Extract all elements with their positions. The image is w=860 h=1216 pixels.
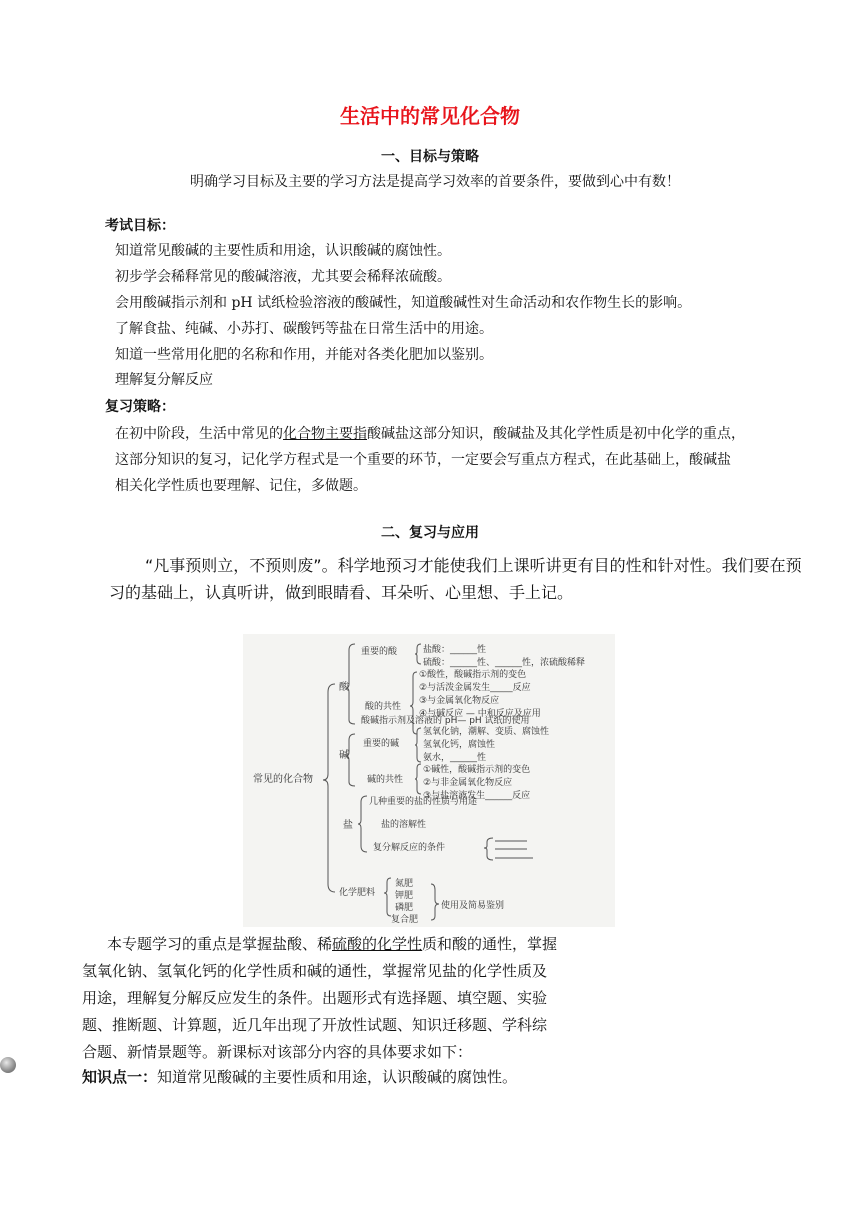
exam-goal-item: 会用酸碱指示剂和 pH 试纸检验溶液的酸碱性，知道酸碱性对生命活动和农作物生长的影响。 [115,295,692,311]
diagram-root: 常见的化合物 [253,774,313,785]
exam-goals-label: 考试目标： [105,218,175,234]
diagram-acid-c2: ②与活泼金属发生_____反应 [419,683,531,693]
diagram-base: 碱 [339,750,349,761]
diagram-acid-h2so4: 硫酸：______性、______性，浓硫酸稀释 [423,658,586,668]
knowledge-point-text: 知道常见酸碱的主要性质和用途，认识酸碱的腐蚀性。 [157,1068,518,1086]
diagram-acid: 酸 [339,682,349,693]
section2-heading: 二、复习与应用 [381,525,479,541]
concept-map-diagram [243,634,615,927]
quote-line: 习的基础上，认真听讲，做到眼睛看、耳朵听、心里想、手上记。 [109,583,574,602]
diagram-base-naoh: 氢氧化钠，潮解、变质、腐蚀性 [423,727,550,737]
diagram-salt-2: 盐的溶解性 [381,820,427,830]
section1-heading: 一、目标与策略 [381,149,479,165]
strategy-line: 相关化学性质也要理解、记住，多做题。 [115,478,367,494]
exam-goal-item: 初步学会稀释常见的酸碱溶液，尤其要会稀释浓硫酸。 [115,269,451,285]
diagram-acid-important: 重要的酸 [361,647,398,657]
strategy-line: 这部分知识的复习，记化学方程式是一个重要的环节，一定要会写重点方程式，在此基础上，酸碱盐 [115,452,731,468]
strategy-label: 复习策略： [105,399,175,415]
body-line: 题、推断题、计算题，近几年出现了开放性试题、知识迁移题、学科综 [82,1016,548,1034]
underlined-phrase: 化合物主要指 [283,426,367,442]
body-line: 氢氧化钠、氢氧化钙的化学性质和碱的通性，掌握常见盐的化学性质及 [82,962,548,980]
exam-goal-item: 知道常见酸碱的主要性质和用途，认识酸碱的腐蚀性。 [115,243,451,259]
underlined-phrase: 硫酸的化学性 [332,935,423,953]
diagram-salt-1: 几种重要的盐的性质与用途 [369,797,478,807]
body-line: 合题、新情景题等。新课标对该部分内容的具体要求如下： [82,1043,473,1061]
diagram-base-common: 碱的共性 [367,775,404,785]
bullet-circle-icon [0,1057,16,1073]
diagram-fert-n: 氮肥 [395,879,414,889]
body-line: 本专题学习的重点是掌握盐酸、稀硫酸的化学性质和酸的通性，掌握 [107,935,558,953]
diagram-acid-c4: ④与碱反应 — 中和反应及应用 [419,709,541,719]
knowledge-point [82,1064,517,1091]
diagram-base-caoh: 氢氧化钙，腐蚀性 [423,740,496,750]
quote-line: “凡事预则立，不预则废”。科学地预习才能使我们上课听讲更有目的性和针对性。我们要在预 [145,556,802,575]
knowledge-point-label: 知识点一： [82,1068,158,1086]
diagram-fert-c: 复合肥 [391,915,419,925]
diagram-fert-k: 钾肥 [395,891,414,901]
diagram-acid-hcl: 盐酸：______性 [423,645,487,655]
diagram-acid-c3: ③与金属氧化物反应 [419,696,500,706]
diagram-base-important: 重要的碱 [363,739,400,749]
diagram-acid-c1: ①酸性，酸碱指示剂的变色 [419,670,527,680]
exam-goal-item: 知道一些常用化肥的名称和作用，并能对各类化肥加以鉴别。 [115,347,493,363]
body-line: 用途，理解复分解反应发生的条件。出题形式有选择题、填空题、实验 [82,989,548,1007]
exam-goal-item: 了解食盐、纯碱、小苏打、碳酸钙等盐在日常生活中的用途。 [115,321,493,337]
diagram-fert-p: 磷肥 [395,903,414,913]
diagram-fert-use: 使用及简易鉴别 [441,901,505,911]
strategy-line: 在初中阶段，生活中常见的化合物主要指酸碱盐这部分知识，酸碱盐及其化学性质是初中化学的重点， [115,426,745,442]
diagram-fert: 化学肥料 [339,888,376,898]
section1-intro: 明确学习目标及主要的学习方法是提高学习效率的首要条件，要做到心中有数！ [190,174,680,190]
page-title: 生活中的常见化合物 [340,104,520,128]
diagram-acid-common: 酸的共性 [365,702,402,712]
diagram-salt-3: 复分解反应的条件 [373,843,446,853]
diagram-salt: 盐 [343,820,353,831]
diagram-base-nh3: 氨水，______性 [423,753,487,763]
diagram-base-c2: ②与非金属氧化物反应 [423,778,513,788]
diagram-base-c1: ①碱性，酸碱指示剂的变色 [423,765,531,775]
exam-goal-item: 理解复分解反应 [115,372,213,388]
diagram-base-c3: ③与盐溶液发生______反应 [423,791,531,801]
diagram-acid-ph: 酸碱指示剂及溶液的 pH— pH 试纸的使用 [361,716,530,726]
